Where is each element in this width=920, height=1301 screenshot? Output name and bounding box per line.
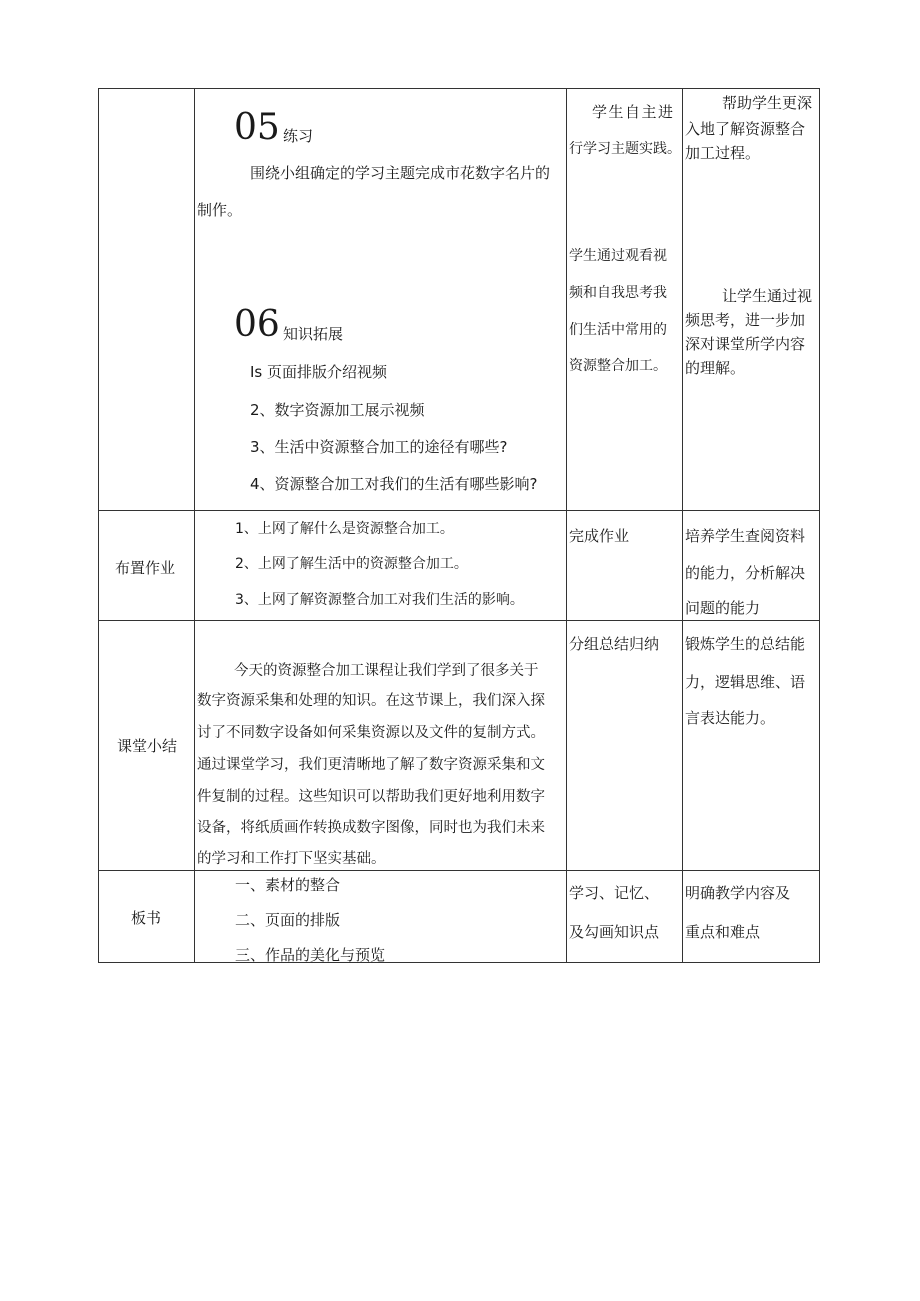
summary-line: 设备，将纸质画作转换成数字图像，同时也为我们未来 — [197, 820, 545, 836]
homework-item: 3、上网了解资源整合加工对我们生活的影响。 — [235, 592, 524, 608]
summary-line: 通过课堂学习，我们更清晰地了解了数字资源采集和文 — [197, 757, 545, 773]
student-activity: 完成作业 — [569, 527, 630, 545]
column-divider-2 — [566, 88, 567, 963]
row-divider-1 — [98, 510, 820, 511]
extension-item: 2、数字资源加工展示视频 — [250, 401, 425, 419]
design-intent-line: 锻炼学生的总结能 — [685, 635, 806, 653]
design-intent-line: 频思考，进一步加 — [685, 311, 806, 329]
board-item: 三、作品的美化与预览 — [235, 946, 386, 964]
student-activity-line: 资源整合加工。 — [569, 358, 667, 374]
summary-line: 的学习和工作打下坚实基础。 — [197, 851, 386, 867]
board-item: 二、页面的排版 — [235, 911, 341, 929]
design-intent-line: 明确教学内容及 — [685, 884, 791, 902]
extension-item: 4、资源整合加工对我们的生活有哪些影响? — [250, 475, 538, 493]
student-activity-line: 行学习主题实践。 — [569, 141, 681, 157]
column-divider-1 — [194, 88, 195, 963]
summary-line: 讨了不同数字设备如何采集资源以及文件的复制方式。 — [197, 725, 545, 741]
design-intent-line: 力，逻辑思维、语 — [685, 673, 806, 691]
design-intent-line: 帮助学生更深 — [722, 94, 813, 112]
row-divider-2 — [98, 620, 820, 621]
design-intent-line: 的理解。 — [685, 359, 746, 377]
extension-item: 3、生活中资源整合加工的途径有哪些? — [250, 438, 508, 456]
section-06-title: 知识拓展 — [283, 325, 344, 343]
table-border-bottom — [98, 962, 820, 963]
design-intent-line: 问题的能力 — [685, 599, 761, 617]
section-05-title: 练习 — [283, 127, 314, 145]
homework-item: 2、上网了解生活中的资源整合加工。 — [235, 556, 468, 572]
design-intent-line: 深对课堂所学内容 — [685, 335, 806, 353]
student-activity-line: 及勾画知识点 — [569, 923, 660, 941]
design-intent-line: 的能力，分析解决 — [685, 564, 806, 582]
summary-line: 数字资源采集和处理的知识。在这节课上，我们深入探 — [197, 693, 545, 709]
student-activity: 分组总结归纳 — [569, 635, 660, 653]
board-item: 一、素材的整合 — [235, 876, 341, 894]
extension-item: Is 页面排版介绍视频 — [250, 363, 388, 381]
design-intent-line: 言表达能力。 — [685, 709, 776, 727]
summary-line: 今天的资源整合加工课程让我们学到了很多关于 — [234, 663, 539, 679]
student-activity-line: 学习、记忆、 — [569, 884, 660, 902]
section-06-number: 06 — [234, 304, 280, 345]
student-activity-line: 学生通过观看视 — [569, 248, 667, 264]
row-label: 布置作业 — [115, 559, 176, 577]
row-divider-3 — [98, 870, 820, 871]
design-intent-line: 让学生通过视 — [722, 287, 813, 305]
column-divider-3 — [682, 88, 683, 963]
table-border-top — [98, 88, 820, 89]
section-05-text-line: 制作。 — [197, 201, 243, 219]
student-activity-line: 学生自主进 — [592, 103, 675, 121]
homework-item: 1、上网了解什么是资源整合加工。 — [235, 521, 454, 537]
design-intent-line: 入地了解资源整合 — [685, 120, 806, 138]
row-label: 课堂小结 — [117, 737, 178, 755]
table-border-left — [98, 88, 99, 963]
student-activity-line: 们生活中常用的 — [569, 322, 667, 338]
student-activity-line: 频和自我思考我 — [569, 285, 667, 301]
section-05-number: 05 — [234, 107, 280, 148]
design-intent-line: 加工过程。 — [685, 144, 761, 162]
row-label: 板书 — [131, 909, 162, 927]
section-05-text-line: 围绕小组确定的学习主题完成市花数字名片的 — [250, 164, 551, 182]
table-border-right — [819, 88, 820, 963]
summary-line: 件复制的过程。这些知识可以帮助我们更好地利用数字 — [197, 789, 545, 805]
design-intent-line: 培养学生查阅资料 — [685, 527, 806, 545]
design-intent-line: 重点和难点 — [685, 923, 761, 941]
